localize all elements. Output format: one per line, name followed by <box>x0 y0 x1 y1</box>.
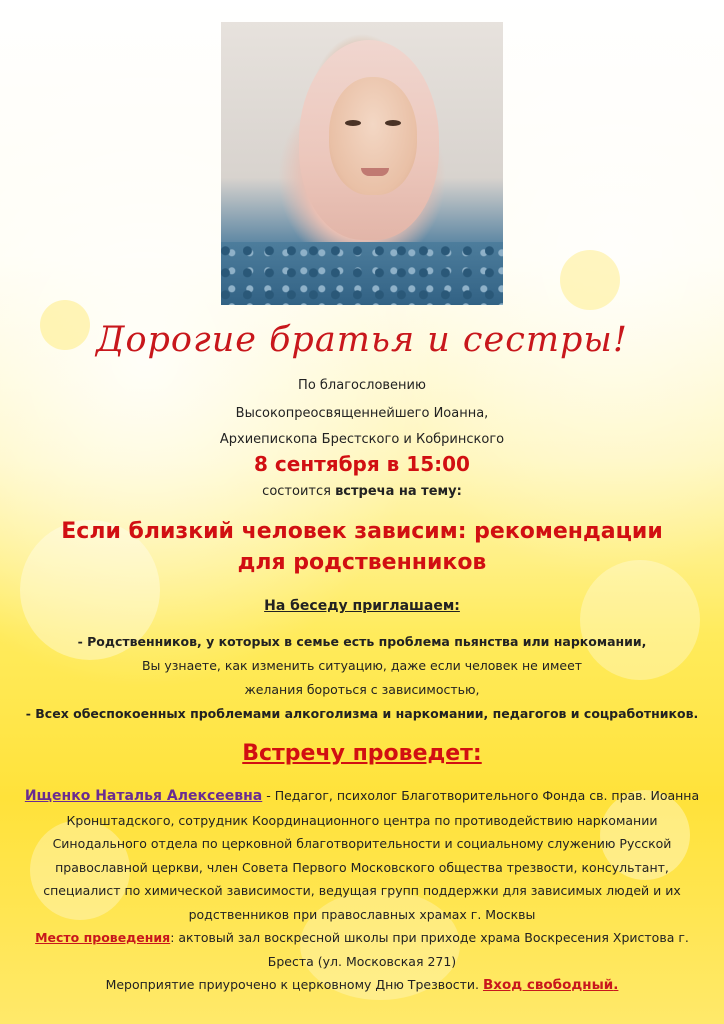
bio-line-5: специалист по химической зависимости, ведущая групп поддержки для зависимых людей и их <box>43 883 681 898</box>
photo-shirt <box>221 242 503 305</box>
blessing-line-2: Высокопреосвященнейшего Иоанна, <box>235 406 489 421</box>
photo-eye-right <box>385 120 401 126</box>
venue-label: Место проведения <box>35 930 171 945</box>
bullet-concerned: - Всех обеспокоенных проблемами алкоголизма и наркомании, педагогов и соцработников. <box>25 706 699 721</box>
footer-text: Мероприятие приурочено к церковному Дню Трезвости. <box>105 977 483 992</box>
free-entry-dot: . <box>613 977 619 993</box>
bio-line-2: Кронштадского, сотрудник Координационного центра по противодействию наркомании <box>66 812 658 828</box>
bio-line-1 <box>10 784 714 809</box>
blessing-line-1: По благословению <box>298 378 426 393</box>
event-datetime: 8 сентября в 15:00 <box>254 452 470 476</box>
venue-text-1: : актовый зал воскресной школы при приходе храма Воскресения Христова г. <box>170 930 689 945</box>
subject-bold: встреча на тему: <box>335 484 462 499</box>
greeting-heading: Дорогие братья и сестры! <box>96 320 628 360</box>
bullet-relatives-line-2: Вы узнаете, как изменить ситуацию, даже если человек не имеет <box>141 658 583 673</box>
topic-line-2: для родственников <box>237 550 487 575</box>
host-heading: Встречу проведет: <box>242 741 482 766</box>
photo-mouth <box>361 168 389 176</box>
bio-text-1: - Педагог, психолог Благотворительного Фонда св. прав. Иоанна <box>262 788 700 803</box>
bullet-relatives-line-3: желания бороться с зависимостью, <box>244 682 480 697</box>
bio-line-6: родственников при православных храмах г. Москвы <box>188 906 536 922</box>
venue-line-2: Бреста (ул. Московская 271) <box>267 953 457 969</box>
footer-line <box>10 973 714 998</box>
photo-face <box>329 77 417 195</box>
bullet-relatives: - Родственников, у которых в семье есть проблема пьянства или наркомании, <box>77 634 647 649</box>
host-name: Ищенко Наталья Алексеевна <box>24 788 263 804</box>
host-bio <box>10 784 714 998</box>
bio-line-3: Синодального отдела по церковной благотворительности и социальному служению Русской <box>52 836 672 851</box>
invite-heading: На беседу приглашаем: <box>264 598 460 614</box>
bio-line-4: православной церкви, член Совета Первого Московского общества трезвости, консультант, <box>55 859 669 875</box>
venue-line-1 <box>10 926 714 950</box>
blessing-line-3: Архиепископа Брестского и Кобринского <box>219 432 505 447</box>
topic-line-1: Если близкий человек зависим: рекомендации <box>61 519 663 544</box>
photo-eye-left <box>345 120 361 126</box>
free-entry: Вход свободный <box>482 977 614 993</box>
speaker-photo <box>221 22 503 305</box>
subject-prefix: состоится <box>262 484 336 499</box>
event-subject <box>0 484 724 499</box>
